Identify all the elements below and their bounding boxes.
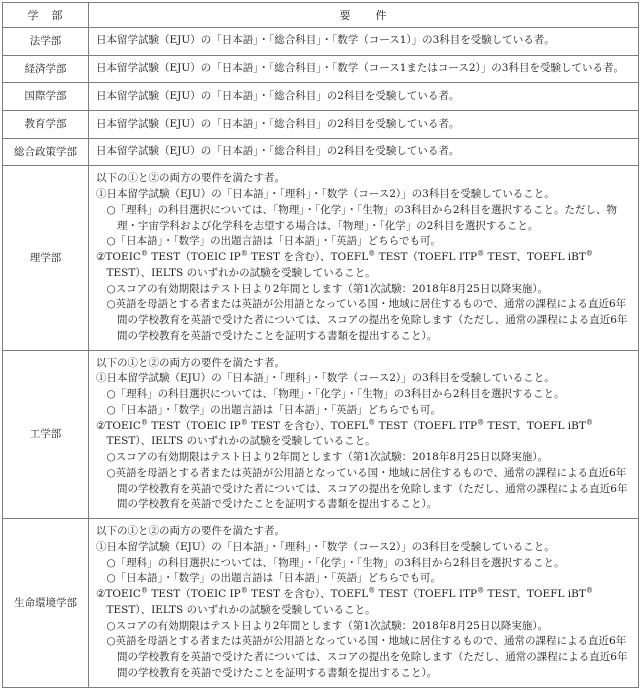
table-row [3,111,639,139]
requirements-column-header: 要 件 [89,3,639,28]
faculty-name: 教育学部 [3,111,89,139]
registered-trademark-symbol: ® [477,417,485,427]
registered-trademark-symbol: ® [585,585,593,595]
table-row [3,350,639,519]
faculty-name: 国際学部 [3,83,89,111]
registered-trademark-symbol: ® [368,417,376,427]
requirement-line: ○「理科」の科目選択については、「物理」・「化学」・「生物」の3科目から2科目を選択すること。 [106,388,565,401]
requirements-cell [89,83,639,111]
requirement-line: ○スコアの有効期限はテスト日より2年間とします（第1次試験：2018年8月25日以降実施）。 [106,282,549,295]
requirements-cell [89,111,639,139]
requirements-cell [89,519,639,688]
requirement-line: ○「日本語」・「数学」の出題言語は「日本語」・「英語」どちらでも可。 [106,403,442,416]
table-row [3,519,639,688]
registered-trademark-symbol: ® [368,585,376,595]
requirement-line: ①日本留学試験（EJU）の「日本語」・「理科」・「数学（コース2）」の3科目を受験していること。 [96,540,555,553]
requirement-line: 日本留学試験（EJU）の「日本語」・「総合科目」・「数学（コース1またはコース2）」の3科目を受験している者。 [96,62,624,75]
requirement-line: ②TOEIC® TEST（TOEIC IP® TEST を含む）、TOEFL® TEST（TOEFL ITP® TEST、TOEFL iBT® TEST）、IELTS のいずれかの試験を受験していること。 [96,417,593,448]
faculty-name: 法学部 [3,28,89,56]
requirement-line: ○「理科」の科目選択については、「物理」・「化学」・「生物」の3科目から2科目を選択すること。 [106,556,565,569]
faculty-name: 工学部 [3,350,89,519]
registered-trademark-symbol: ® [140,248,148,258]
table-row [3,138,639,166]
table-row [3,28,639,56]
requirements-cell [89,28,639,56]
requirement-line: ○スコアの有効期限はテスト日より2年間とします（第1次試験：2018年8月25日以降実施）。 [106,451,549,464]
registered-trademark-symbol: ® [240,248,248,258]
requirement-line: ○英語を母語とする者または英語が公用語となっている国・地域に居住するもので、通常の課程による直近6年間の学校教育を英語で受けた者については、スコアの提出を免除します（ただし、通常の課程による直近6年間の学校教育を英語で受けたことを証明する書類を提出すること）。 [106,635,628,679]
registered-trademark-symbol: ® [140,585,148,595]
registered-trademark-symbol: ® [368,248,376,258]
table-header-row [3,3,639,28]
requirement-line: ○「日本語」・「数学」の出題言語は「日本語」・「英語」どちらでも可。 [106,235,442,248]
requirements-cell [89,55,639,83]
requirement-line: ○「日本語」・「数学」の出題言語は「日本語」・「英語」どちらでも可。 [106,572,442,585]
requirement-line: ①日本留学試験（EJU）の「日本語」・「理科」・「数学（コース2）」の3科目を受験していること。 [96,188,555,201]
requirement-line: 日本留学試験（EJU）の「日本語」・「総合科目」の2科目を受験している者。 [96,117,460,130]
table-body [3,28,639,688]
requirements-cell [89,166,639,350]
requirements-cell [89,350,639,519]
registered-trademark-symbol: ® [585,248,593,258]
faculty-name: 経済学部 [3,55,89,83]
faculty-name: 総合政策学部 [3,138,89,166]
requirement-line: ○「理科」の科目選択については、「物理」・「化学」・「生物」の3科目から2科目を選択すること。ただし、物理・宇宙学科および化学科を志望する場合は、「物理」・「化学」の2科目を選択すること。 [106,203,618,232]
requirement-line: 以下の①と②の両方の要件を満たす者。 [96,172,285,185]
requirement-line: ①日本留学試験（EJU）の「日本語」・「理科」・「数学（コース2）」の3科目を受験していること。 [96,372,555,385]
registered-trademark-symbol: ® [477,585,485,595]
requirement-line: 日本留学試験（EJU）の「日本語」・「総合科目」の2科目を受験している者。 [96,145,460,158]
requirement-line: ②TOEIC® TEST（TOEIC IP® TEST を含む）、TOEFL® TEST（TOEFL ITP® TEST、TOEFL iBT® TEST）、IELTS のいずれかの試験を受験していること。 [96,248,593,279]
faculty-name: 生命環境学部 [3,519,89,688]
registered-trademark-symbol: ® [240,417,248,427]
registered-trademark-symbol: ® [585,417,593,427]
table-row [3,55,639,83]
requirement-line: 以下の①と②の両方の要件を満たす者。 [96,356,285,369]
faculty-name: 理学部 [3,166,89,350]
table-row [3,83,639,111]
requirement-line: 以下の①と②の両方の要件を満たす者。 [96,525,285,538]
requirements-cell [89,138,639,166]
requirement-line: 日本留学試験（EJU）の「日本語」・「総合科目」・「数学（コース1）」の3科目を受験している者。 [96,34,555,47]
faculty-column-header: 学 部 [3,3,89,28]
requirement-line: 日本留学試験（EJU）の「日本語」・「総合科目」の2科目を受験している者。 [96,89,460,102]
requirement-line: ○英語を母語とする者または英語が公用語となっている国・地域に居住するもので、通常の課程による直近6年間の学校教育を英語で受けた者については、スコアの提出を免除します（ただし、通常の課程による直近6年間の学校教育を英語で受けたことを証明する書類を提出すること）。 [106,466,628,511]
requirement-line: ○スコアの有効期限はテスト日より2年間とします（第1次試験：2018年8月25日以降実施）。 [106,619,549,632]
registered-trademark-symbol: ® [140,417,148,427]
requirement-line: ②TOEIC® TEST（TOEIC IP® TEST を含む）、TOEFL® TEST（TOEFL ITP® TEST、TOEFL iBT® TEST）、IELTS のいずれかの試験を受験していること。 [96,585,593,616]
registered-trademark-symbol: ® [240,585,248,595]
registered-trademark-symbol: ® [477,248,485,258]
table-row [3,166,639,350]
faculty-requirements-table [2,2,639,688]
requirement-line: ○英語を母語とする者または英語が公用語となっている国・地域に居住するもので、通常の課程による直近6年間の学校教育を英語で受けた者については、スコアの提出を免除します（ただし、通常の課程による直近6年間の学校教育を英語で受けたことを証明する書類を提出すること）。 [106,298,628,342]
